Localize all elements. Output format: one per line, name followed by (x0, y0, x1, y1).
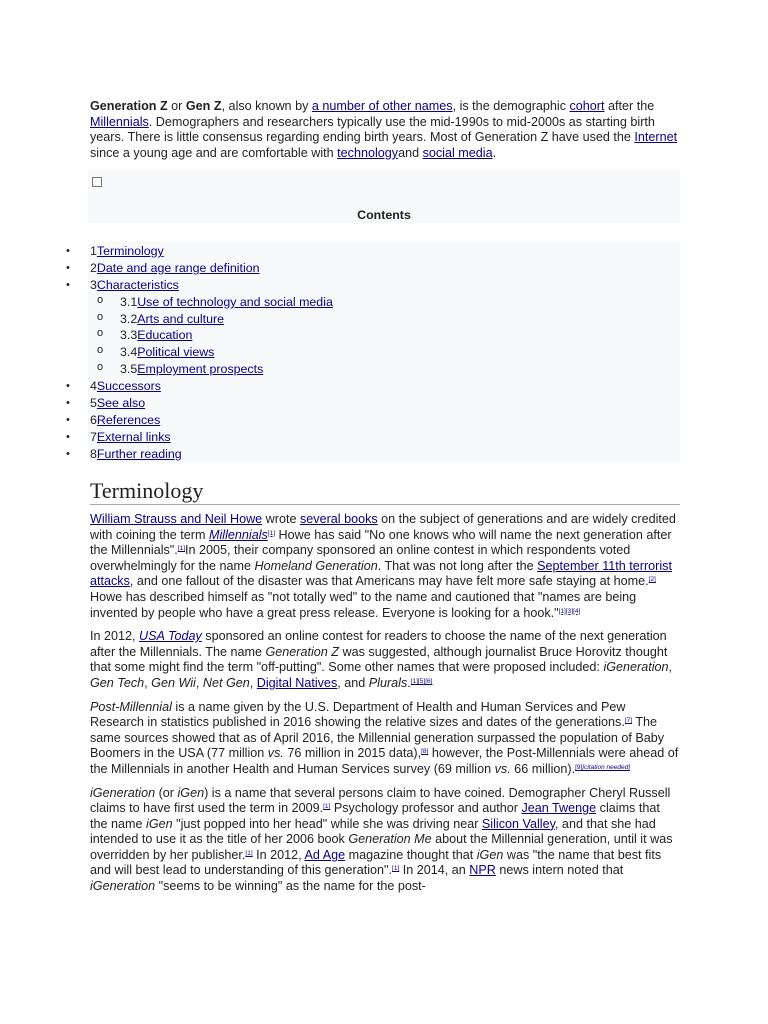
toc-link[interactable]: Terminology (96, 244, 164, 258)
link-jean-twenge[interactable]: Jean Twenge (521, 801, 597, 816)
link-strauss-howe[interactable]: William Strauss and Neil Howe (90, 512, 263, 526)
link-millennials-italic[interactable]: Millennials (209, 527, 268, 542)
sub-bullet-icon: o (97, 361, 104, 374)
paragraph-usa-today: In 2012, USA Today sponsored an online contest for readers to choose the name of the next generation after the Millennials. The name Generation Z was suggested, although journalist Bruce Horovitz thought that some might find the term "off-putting". Some other names that were proposed included: iGeneration, Gen Tech, Gen Wii, Net Gen, Digital Natives, and Plurals.[1][5][6] (90, 629, 673, 690)
toc-item-date-range[interactable]: • 2Date and age range definition (66, 260, 260, 275)
citation-ref[interactable]: [1] (177, 545, 186, 553)
citation-needed[interactable]: [citation needed] (582, 763, 631, 771)
terminology-body (90, 512, 680, 903)
bullet-icon: • (66, 245, 70, 257)
bullet-icon: • (66, 430, 70, 443)
toc-link[interactable]: External links (96, 429, 171, 444)
table-of-contents (0, 244, 768, 464)
link-social-media[interactable]: social media (422, 145, 493, 160)
bullet-icon: • (66, 380, 70, 393)
link-millennials[interactable]: Millennials (90, 114, 149, 129)
toc-link[interactable]: Political views (137, 345, 215, 360)
toc-link[interactable]: Education (137, 328, 193, 343)
toc-link[interactable]: See also (96, 396, 146, 411)
toc-link[interactable]: Arts and culture (137, 311, 225, 326)
paragraph-strauss-howe: William Strauss and Neil Howe wrote several books on the subject of generations and are widely credited with coining the term Millennials[1] Howe has said "No one knows who will name the next generation after the Millennials".[1]In 2005, their company sponsored an online contest in which respondents voted overwhelmingly for the name Homeland Generation. That was not long after the September 11th terrorist attacks, and one fallout of the disaster was that Americans may have felt more safe staying at home.[2] Howe has described himself as "not totally wed" to the name and cautioned that "names are being invented by people who have a great press release. Everyone is looking for a hook."[1][3][4] (90, 512, 676, 620)
toc-item-references[interactable]: • 6References (66, 412, 161, 427)
link-digital-natives[interactable]: Digital Natives (256, 675, 338, 690)
bullet-icon: • (66, 261, 70, 274)
link-several-books[interactable]: several books (299, 512, 378, 526)
citation-ref[interactable]: [7] (624, 717, 633, 725)
toc-item-political[interactable]: o 3.4Political views (97, 344, 215, 360)
citation-ref[interactable]: [1] (323, 803, 331, 811)
toc-item-terminology[interactable]: • 1Terminology (66, 244, 164, 258)
link-internet[interactable]: Internet (634, 130, 678, 145)
toc-link[interactable]: Successors (96, 379, 161, 394)
toc-item-external-links[interactable]: • 7External links (66, 429, 171, 444)
citation-ref[interactable]: [1][5][6] (410, 677, 433, 685)
link-npr[interactable]: NPR (469, 863, 496, 878)
paragraph-igeneration: iGeneration (or iGen) is a name that several persons claim to have coined. Demographer Cheryl Russell claims to have first used the term in 2009.[1] Psychology professor and author Jean Twenge claims that the name iGen "just popped into her head" while she was driving near Silicon Valley, and that she had intended to use it as the title of her 2006 book Generation Me about the Millennial generation, until it was overridden by her publisher.[1] In 2012, Ad Age magazine thought that iGen was "the name that best fits and will best lead to understanding of this generation".[1] In 2014, an NPR news intern noted that iGeneration "seems to be winning" as the name for the post- (90, 785, 673, 894)
bullet-icon: • (66, 447, 70, 460)
citation-ref[interactable]: [9] (575, 763, 583, 771)
bullet-icon: • (66, 413, 70, 426)
link-silicon-valley[interactable]: Silicon Valley (481, 816, 555, 831)
link-usa-today[interactable]: USA Today (139, 629, 202, 644)
link-cohort[interactable]: cohort (569, 99, 605, 113)
link-other-names[interactable]: a number of other names (311, 99, 453, 113)
bullet-icon: • (66, 278, 70, 291)
citation-ref[interactable]: [1] (245, 849, 253, 857)
toc-link[interactable]: References (96, 412, 161, 427)
toc-item-successors[interactable]: • 4Successors (66, 379, 161, 394)
toc-item-employment[interactable]: o 3.5Employment prospects (97, 361, 264, 377)
toc-item-further-reading[interactable]: • 8Further reading (66, 446, 182, 461)
link-september-11[interactable]: September 11th terrorist attacks (90, 558, 672, 589)
citation-ref[interactable]: [8] (421, 748, 429, 756)
citation-ref[interactable]: [1] (392, 865, 400, 873)
bullet-icon: • (66, 397, 70, 410)
toc-link[interactable]: Use of technology and social media (137, 294, 333, 309)
citation-ref[interactable]: [1][3][4] (558, 607, 581, 615)
toc-item-education[interactable]: o 3.3Education (97, 327, 193, 343)
toc-link[interactable]: Date and age range definition (96, 260, 260, 275)
bold-term-generation-z: Generation Z (90, 99, 168, 113)
toc-item-see-also[interactable]: • 5See also (66, 396, 146, 411)
sub-bullet-icon: o (97, 327, 104, 340)
sub-bullet-icon: o (97, 293, 104, 306)
citation-ref[interactable]: [2] (648, 576, 656, 584)
link-ad-age[interactable]: Ad Age (304, 847, 346, 862)
paragraph-post-millennial: Post-Millennial is a name given by the U.S. Department of Health and Human Services and Pew Research in statistics published in 2016 showing the relative sizes and dates of the generations.[7] The same sources showed that as of April 2016, the Millennial generation surpassed the population of Baby Boomers in the USA (77 million vs. 76 million in 2015 data),[8] however, the Post-Millennials were ahead of the Millennials in another Health and Human Services survey (69 million vs. 66 million).[9][citation needed] (90, 699, 679, 776)
toc-item-technology[interactable]: o 3.1Use of technology and social media (97, 293, 333, 309)
toc-link[interactable]: Employment prospects (137, 362, 264, 377)
citation-ref[interactable]: [1] (267, 529, 276, 537)
intro-paragraph: Generation Z or Gen Z, also known by a number of other names, is the demographic cohort after the Millennials. Demographers and researchers typically use the mid-1990s to mid-2000s as starting birth years. There is little consensus regarding ending birth years. Most of Generation Z have used the Internet since a young age and are comfortable with technologyand social media. (90, 99, 678, 160)
link-technology[interactable]: technology (337, 145, 399, 160)
bold-term-gen-z: Gen Z (185, 99, 222, 113)
toc-link[interactable]: Further reading (96, 446, 182, 461)
sub-bullet-icon: o (97, 310, 104, 323)
toc-toggle-checkbox[interactable] (92, 177, 102, 187)
section-heading-terminology: Terminology (90, 478, 680, 505)
toc-title: Contents (357, 208, 411, 222)
toc-link[interactable]: Characteristics (96, 277, 179, 292)
toc-item-arts[interactable]: o 3.2Arts and culture (97, 310, 225, 326)
sub-bullet-icon: o (97, 344, 104, 357)
toc-item-characteristics[interactable]: • 3Characteristics (66, 277, 179, 292)
